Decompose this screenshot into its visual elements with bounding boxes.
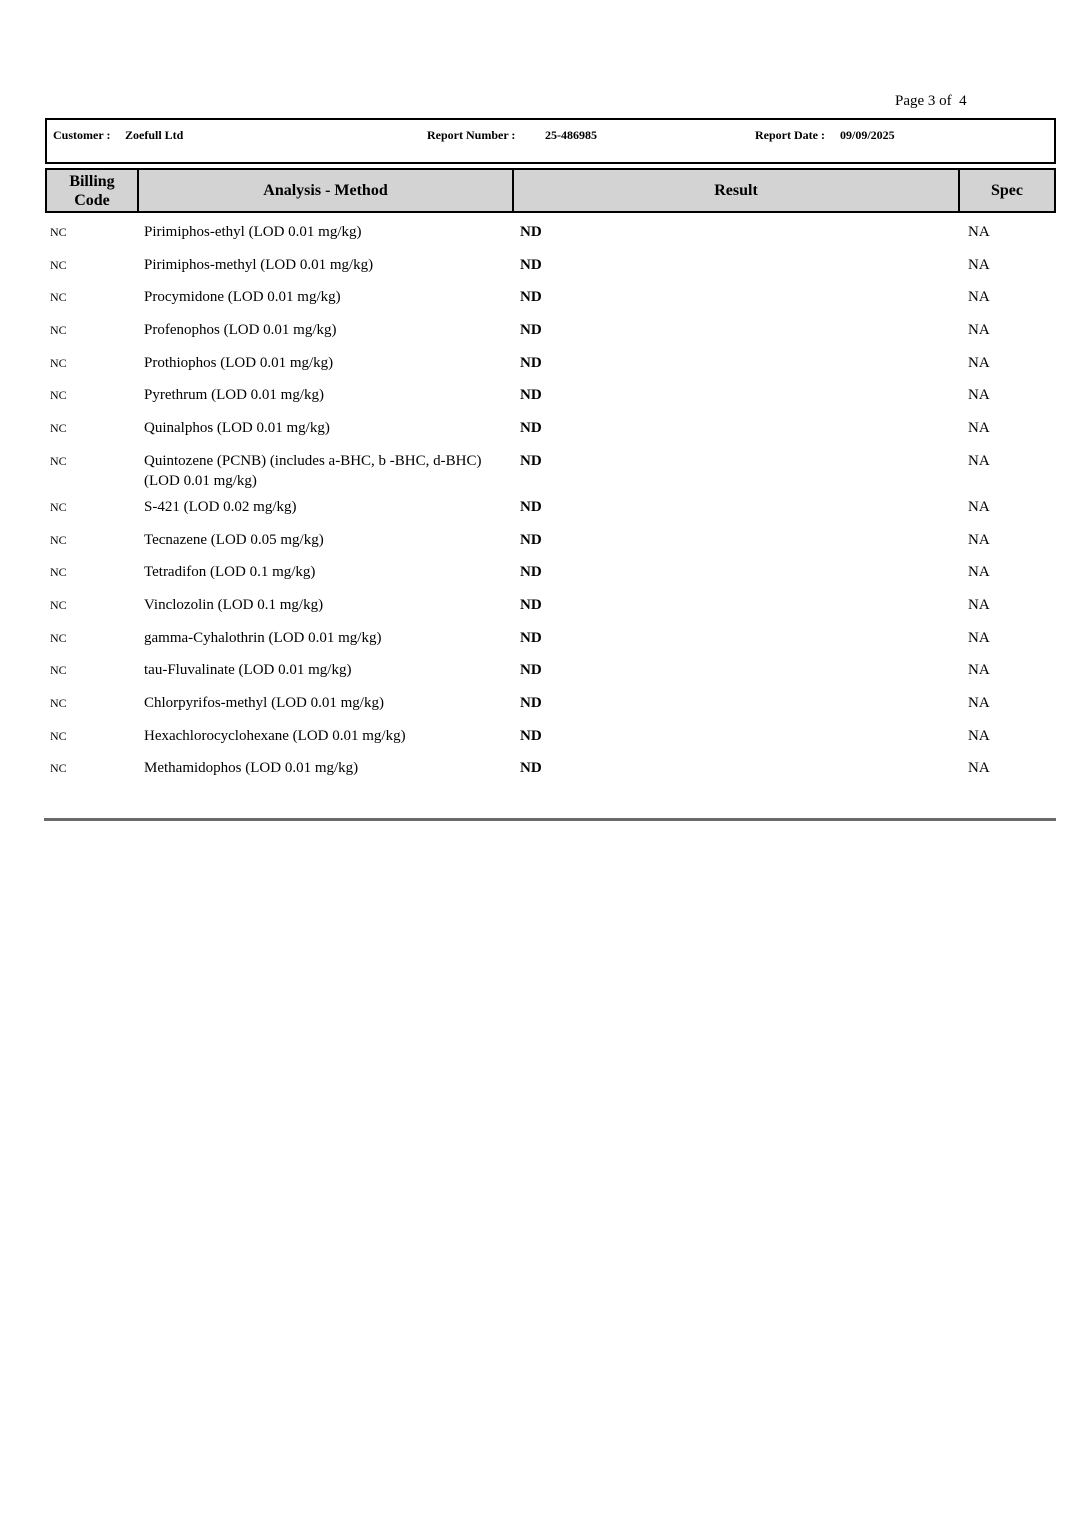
- billing-code-cell: NC: [50, 323, 67, 338]
- column-header-analysis-method: Analysis - Method: [139, 170, 514, 211]
- spec-cell: NA: [968, 420, 990, 437]
- table-row: [45, 314, 1056, 347]
- table-row: [45, 622, 1056, 655]
- billing-code-cell: NC: [50, 421, 67, 436]
- table-row: [45, 216, 1056, 249]
- report-date-label: Report Date :: [755, 128, 825, 142]
- result-cell: ND: [520, 662, 542, 679]
- spec-cell: NA: [968, 452, 990, 469]
- billing-code-cell: NC: [50, 630, 67, 645]
- spec-cell: NA: [968, 596, 990, 613]
- analysis-method-cell: Procymidone (LOD 0.01 mg/kg): [144, 289, 341, 306]
- billing-code-cell: NC: [50, 290, 67, 305]
- analysis-method-cell: Profenophos (LOD 0.01 mg/kg): [144, 322, 337, 339]
- billing-code-cell: NC: [50, 532, 67, 547]
- column-header-result: Result: [514, 170, 960, 211]
- analysis-method-cell: S-421 (LOD 0.02 mg/kg): [144, 498, 297, 515]
- report-info-bar: [45, 118, 1056, 164]
- billing-code-cell: NC: [50, 761, 67, 776]
- spec-cell: NA: [968, 760, 990, 777]
- table-row: [45, 720, 1056, 753]
- table-row: [45, 281, 1056, 314]
- result-cell: ND: [520, 629, 542, 646]
- table-row: [45, 491, 1056, 524]
- spec-cell: NA: [968, 564, 990, 581]
- result-cell: ND: [520, 289, 542, 306]
- analysis-method-cell: Pirimiphos-ethyl (LOD 0.01 mg/kg): [144, 224, 362, 240]
- table-row: [45, 379, 1056, 412]
- billing-code-cell: NC: [50, 499, 67, 514]
- table-row: [45, 445, 1056, 491]
- analysis-method-cell: Pirimiphos-methyl (LOD 0.01 mg/kg): [144, 256, 374, 273]
- billing-code-cell: NC: [50, 728, 67, 743]
- result-cell: ND: [520, 452, 542, 469]
- table-row: [45, 687, 1056, 720]
- result-cell: ND: [520, 564, 542, 581]
- analysis-method-cell: Tetradifon (LOD 0.1 mg/kg): [144, 564, 316, 581]
- spec-cell: NA: [968, 224, 990, 240]
- result-cell: ND: [520, 256, 542, 273]
- table-row: [45, 556, 1056, 589]
- analysis-method-cell: Chlorpyrifos-methyl (LOD 0.01 mg/kg): [144, 694, 384, 711]
- result-cell: ND: [520, 596, 542, 613]
- table-row: [45, 654, 1056, 687]
- result-cell: ND: [520, 354, 542, 371]
- analysis-method-cell: Tecnazene (LOD 0.05 mg/kg): [144, 531, 324, 548]
- analysis-method-cell: gamma-Cyhalothrin (LOD 0.01 mg/kg): [144, 629, 382, 646]
- spec-cell: NA: [968, 694, 990, 711]
- page-number: Page 3 of 4: [895, 93, 967, 109]
- analysis-method-cell: Prothiophos (LOD 0.01 mg/kg): [144, 354, 334, 371]
- billing-code-cell: NC: [50, 695, 67, 710]
- report-number-value: 25-486985: [545, 128, 597, 142]
- section-divider: [44, 818, 1056, 821]
- result-cell: ND: [520, 498, 542, 515]
- analysis-method-cell: Quintozene (PCNB) (includes a-BHC, b -BHC, d-BHC) (LOD 0.01 mg/kg): [144, 452, 482, 489]
- analysis-method-cell: Quinalphos (LOD 0.01 mg/kg): [144, 420, 330, 437]
- analysis-method-cell: Pyrethrum (LOD 0.01 mg/kg): [144, 387, 324, 404]
- spec-cell: NA: [968, 354, 990, 371]
- analysis-method-cell: Vinclozolin (LOD 0.1 mg/kg): [144, 596, 324, 613]
- spec-cell: NA: [968, 387, 990, 404]
- spec-cell: NA: [968, 498, 990, 515]
- table-row: [45, 249, 1056, 282]
- result-cell: ND: [520, 224, 542, 240]
- column-header-billing-code: Billing Code: [47, 170, 139, 211]
- result-cell: ND: [520, 727, 542, 744]
- spec-cell: NA: [968, 727, 990, 744]
- table-row: [45, 524, 1056, 557]
- table-row: [45, 347, 1056, 380]
- results-table-body: [45, 216, 1056, 785]
- result-cell: ND: [520, 322, 542, 339]
- table-row: [45, 752, 1056, 785]
- spec-cell: NA: [968, 662, 990, 679]
- result-cell: ND: [520, 694, 542, 711]
- billing-code-cell: NC: [50, 355, 67, 370]
- billing-code-cell: NC: [50, 453, 67, 468]
- billing-code-cell: NC: [50, 597, 67, 612]
- billing-code-cell: NC: [50, 257, 67, 272]
- billing-code-cell: NC: [50, 388, 67, 403]
- spec-cell: NA: [968, 256, 990, 273]
- column-header-spec: Spec: [991, 182, 1023, 199]
- analysis-method-cell: Hexachlorocyclohexane (LOD 0.01 mg/kg): [144, 727, 406, 744]
- customer-label: Customer :: [53, 128, 111, 142]
- spec-cell: NA: [968, 531, 990, 548]
- spec-cell: NA: [968, 629, 990, 646]
- billing-code-cell: NC: [50, 663, 67, 678]
- report-date-value: 09/09/2025: [840, 128, 895, 142]
- table-header-row: [45, 168, 1056, 213]
- spec-cell: NA: [968, 289, 990, 306]
- analysis-method-cell: Methamidophos (LOD 0.01 mg/kg): [144, 760, 359, 777]
- result-cell: ND: [520, 760, 542, 777]
- billing-code-cell: NC: [50, 225, 67, 239]
- customer-value: Zoefull Ltd: [125, 128, 184, 142]
- result-cell: ND: [520, 387, 542, 404]
- spec-cell: NA: [968, 322, 990, 339]
- result-cell: ND: [520, 420, 542, 437]
- billing-code-cell: NC: [50, 565, 67, 580]
- analysis-method-cell: tau-Fluvalinate (LOD 0.01 mg/kg): [144, 662, 352, 679]
- table-row: [45, 412, 1056, 445]
- report-number-label: Report Number :: [427, 128, 516, 142]
- table-row: [45, 589, 1056, 622]
- result-cell: ND: [520, 531, 542, 548]
